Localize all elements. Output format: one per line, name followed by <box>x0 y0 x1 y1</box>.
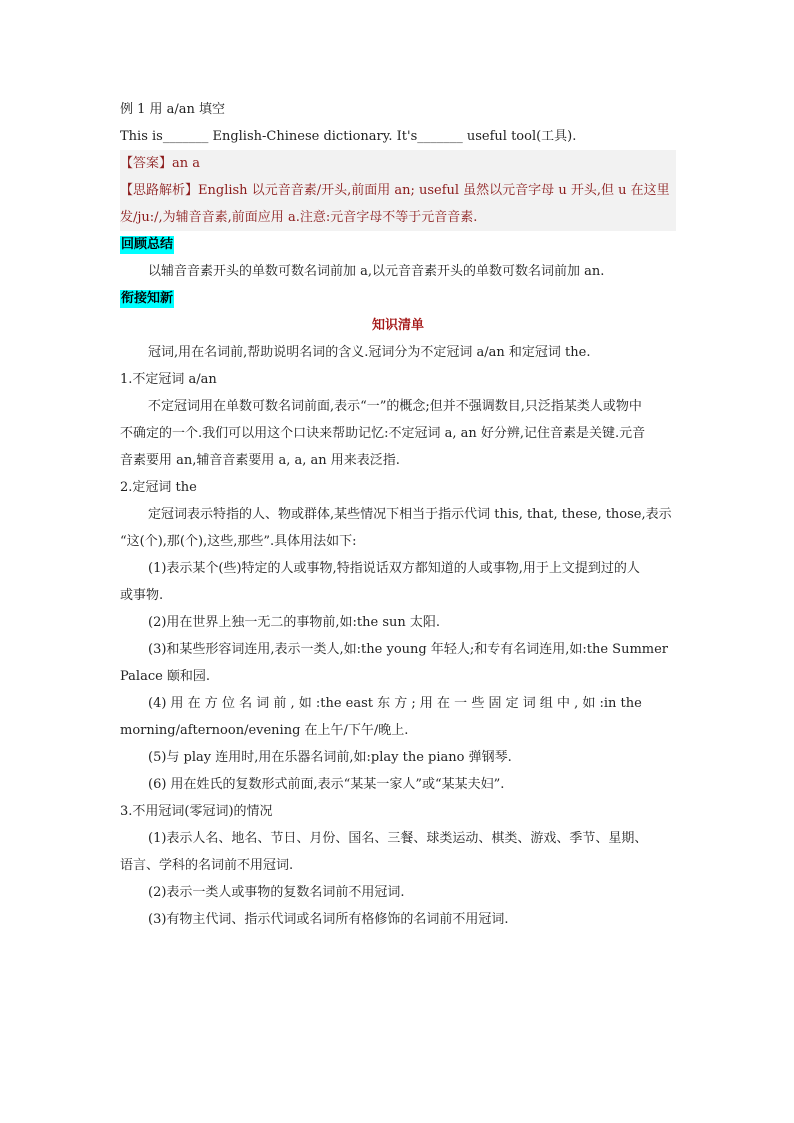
section-3-item-1-line-1: (1)表示人名、地名、节日、月份、国名、三餐、球类运动、棋类、游戏、季节、星期、 <box>148 831 648 846</box>
analysis-block <box>120 177 676 231</box>
section-3-item-2: (2)表示一类人或事物的复数名词前不用冠词. <box>148 885 405 900</box>
knowledge-title: 知识清单 <box>371 318 424 333</box>
section-2-item-5: (5)与 play 连用时,用在乐器名词前,如:play the piano 弹钢琴. <box>148 750 512 765</box>
section-2-item-1-line-1: (1)表示某个(些)特定的人或事物,特指说话双方都知道的人或事物,用于上文提到过的人 <box>148 561 640 576</box>
analysis-text-1: English 以元音音素/开头,前面用 an; useful 虽然以元音字母 u 开头,但 u 在这里 <box>198 183 670 198</box>
section-1-para-line-2: 不确定的一个.我们可以用这个口诀来帮助记忆:不定冠词 a, an 好分辨,记住音素是关键.元音 <box>120 426 646 441</box>
section-1-para-line-3: 音素要用 an,辅音音素要用 a, a, an 用来表泛指. <box>120 453 400 468</box>
section-3-title: 3.不用冠词(零冠词)的情况 <box>120 804 273 819</box>
section-2-item-2: (2)用在世界上独一无二的事物前,如:the sun 太阳. <box>148 615 441 630</box>
answer-text: an a <box>172 156 201 171</box>
section-2-item-6: (6) 用在姓氏的复数形式前面,表示“某某一家人”或“某某夫妇”. <box>148 777 505 792</box>
document-content <box>120 96 676 933</box>
section-2-item-4-line-1: (4) 用 在 方 位 名 词 前 , 如 :the east 东 方 ; 用 在 一 些 固 定 词 组 中 , 如 :in the <box>148 696 642 711</box>
section-2-item-4-line-2: morning/afternoon/evening 在上午/下午/晚上. <box>120 723 409 738</box>
example-question: This is_______ English-Chinese dictionary. It's_______ useful tool(工具). <box>120 129 577 144</box>
analysis-line-2: 发/ju:/,为辅音音素,前面应用 a.注意:元音字母不等于元音音素. <box>120 210 478 225</box>
section-2-item-3-line-1: (3)和某些形容词连用,表示一类人,如:the young 年轻人;和专有名词连用,如:the Summer <box>148 642 669 657</box>
section-3-item-3: (3)有物主代词、指示代词或名词所有格修饰的名词前不用冠词. <box>148 912 509 927</box>
section-2-item-3-line-2: Palace 颐和园. <box>120 669 211 684</box>
review-label: 回顾总结 <box>121 237 174 252</box>
section-1-para-line-1: 不定冠词用在单数可数名词前面,表示“一”的概念;但并不强调数目,只泛指某类人或物中 <box>148 399 642 414</box>
section-2-para-line-1: 定冠词表示特指的人、物或群体,某些情况下相当于指示代词 this, that, these, those,表示 <box>148 507 672 522</box>
section-2-title: 2.定冠词 the <box>120 480 197 495</box>
bridge-label: 衔接知新 <box>121 291 174 306</box>
knowledge-intro: 冠词,用在名词前,帮助说明名词的含义.冠词分为不定冠词 a/an 和定冠词 the. <box>148 345 591 360</box>
answer-label: 【答案】 <box>120 156 173 171</box>
section-1-title: 1.不定冠词 a/an <box>120 372 217 387</box>
bridge-label-line <box>120 285 676 312</box>
section-3-item-1-line-2: 语言、学科的名词前不用冠词. <box>120 858 294 873</box>
review-text: 以辅音音素开头的单数可数名词前加 a,以元音音素开头的单数可数名词前加 an. <box>148 264 605 279</box>
analysis-line-1 <box>120 177 676 204</box>
example-heading: 例 1 用 a/an 填空 <box>120 102 226 117</box>
analysis-label: 【思路解析】 <box>120 183 199 198</box>
review-label-line <box>120 231 676 258</box>
answer-line <box>120 150 676 177</box>
section-2-item-1-line-2: 或事物. <box>120 588 164 603</box>
section-2-para-line-2: “这(个),那(个),这些,那些”.具体用法如下: <box>120 534 357 549</box>
